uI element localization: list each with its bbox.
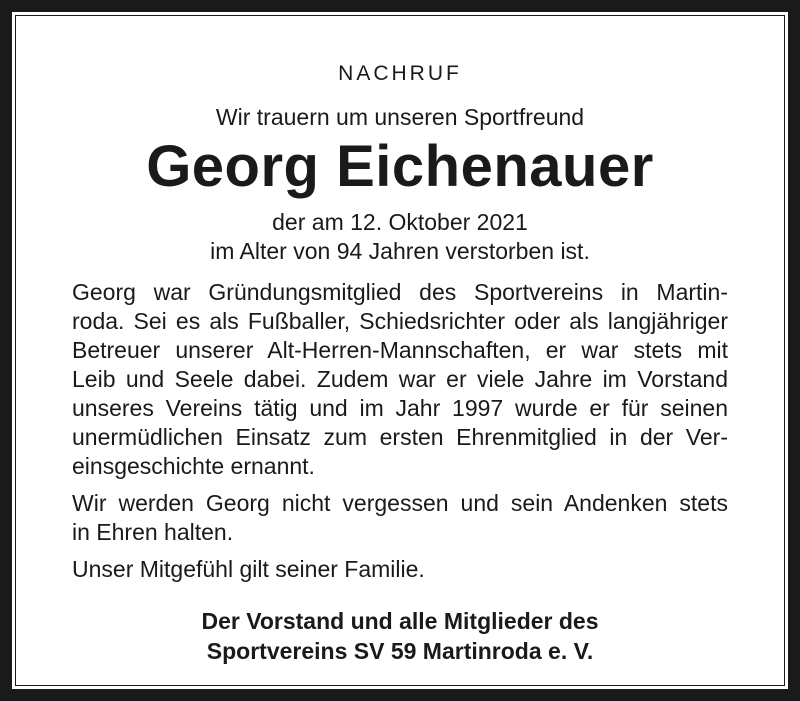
death-details (72, 208, 728, 266)
obituary-heading: NACHRUF (338, 62, 462, 85)
intro-line: Wir trauern um unseren Sportfreund (215, 104, 585, 130)
condolence-line: Unser Mitgefühl gilt seiner Familie. (72, 556, 425, 582)
tribute-line: Georg war Gründungsmitglied des Sportvereins in Martin- (72, 279, 728, 305)
signature-line-2: Sportvereins SV 59 Martinroda e. V. (206, 638, 594, 664)
condolence-paragraph (72, 555, 728, 584)
signature-block (72, 606, 728, 666)
age-line: im Alter von 94 Jahren verstorben ist. (210, 238, 590, 264)
tribute-line: unseres Vereins tätig und im Jahr 1997 wurde er für seinen (72, 395, 728, 421)
death-date-line: der am 12. Oktober 2021 (272, 209, 528, 235)
tribute-line: Leib und Seele dabei. Zudem war er viele Jahre im Vorstand (72, 366, 728, 392)
tribute-line: roda. Sei es als Fußballer, Schiedsrichter oder als langjähriger (72, 308, 728, 334)
tribute-paragraph (72, 278, 728, 481)
tribute-line: einsgeschichte ernannt. (72, 453, 315, 479)
obituary-body (72, 278, 728, 584)
tribute-line: Betreuer unserer Alt-Herren-Mannschaften, er war stets mit (72, 337, 728, 363)
remembrance-line: Wir werden Georg nicht vergessen und sein Andenken stets (72, 490, 728, 516)
remembrance-line: in Ehren halten. (72, 519, 234, 545)
signature-line-1: Der Vorstand und alle Mitglieder des (201, 608, 599, 634)
obituary-content (72, 60, 728, 666)
tribute-line: unermüdlichen Einsatz zum ersten Ehrenmitglied in der Ver- (72, 424, 728, 450)
deceased-name: Georg Eichenauer (146, 134, 654, 199)
remembrance-paragraph (72, 489, 728, 547)
